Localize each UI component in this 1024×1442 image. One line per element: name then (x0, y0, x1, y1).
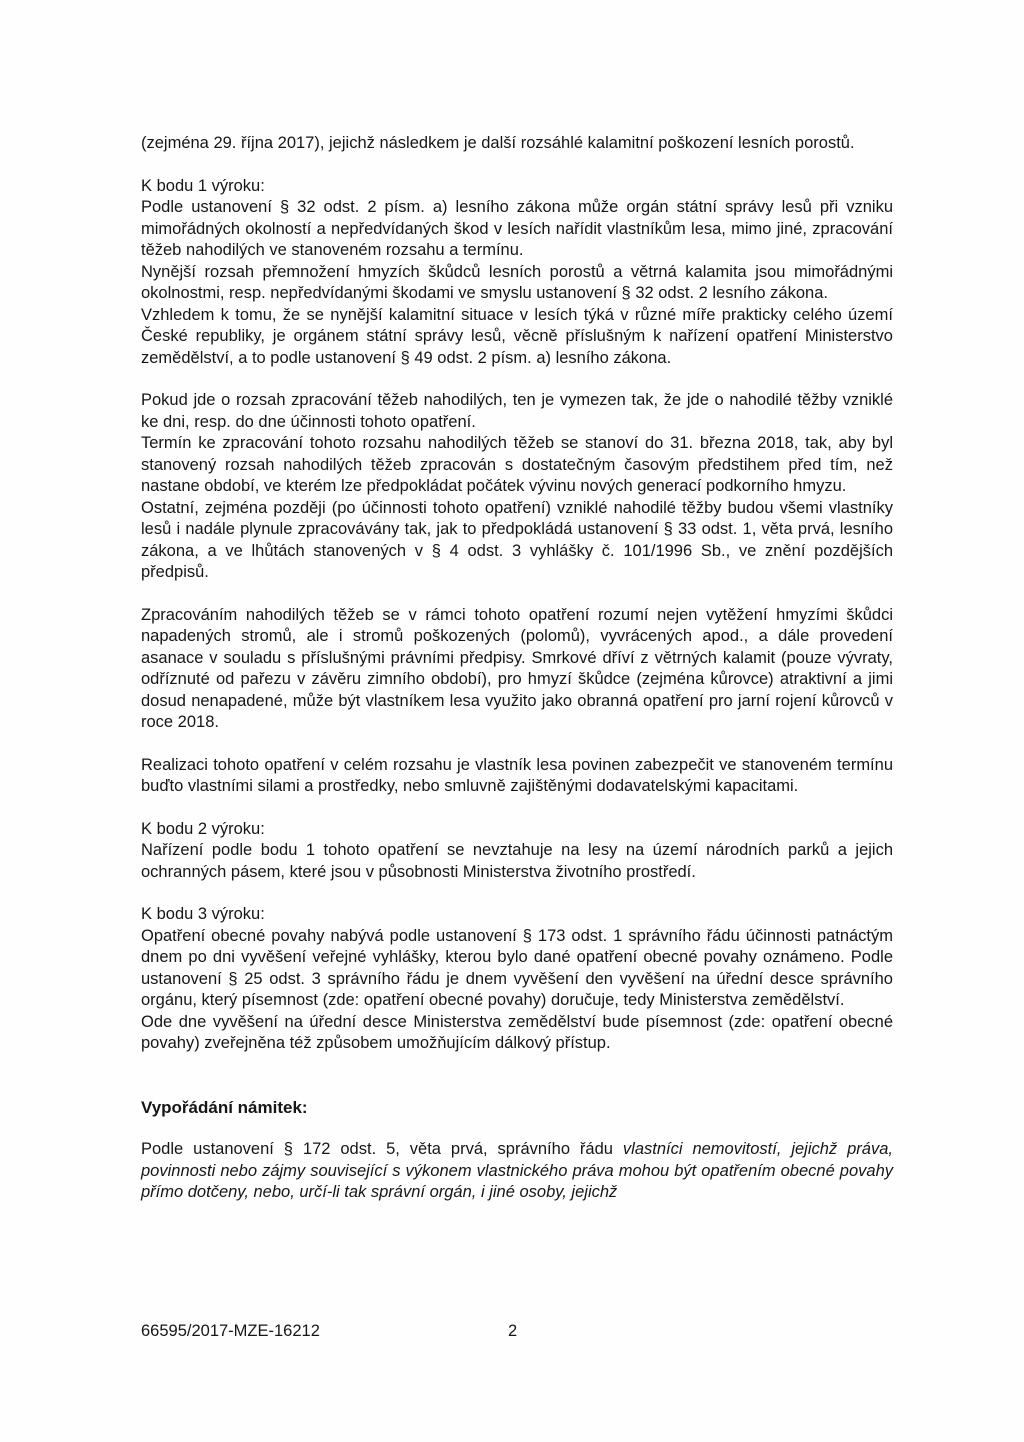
spacer (141, 734, 893, 755)
scope-paragraph-3: Ostatní, zejména později (po účinnosti tohoto opatření) vzniklé nahodilé těžby budou všemi vlastníky lesů i nadále plynule zpracovávány tak, jak to předpokládá ustanovení § 33 odst. 1, věta prvá, lesního zákona, a ve lhůtách stanovených v § 4 odst. 3 vyhlášky č. 101/1996 Sb., ve znění pozdějších předpisů. (141, 498, 893, 581)
objections-quote: vlastníci nemovitostí, jejichž práva, povinnosti nebo zájmy související s výkonem vlastnického práva mohou být opatřením obecné povahy přímo dotčeny, nebo, určí-li tak správní orgán, i jiné osoby, jejichž (141, 1140, 893, 1201)
point1-heading: K bodu 1 výroku: (141, 176, 265, 195)
realization-paragraph: Realizaci tohoto opatření v celém rozsahu je vlastník lesa povinen zabezpečit ve stanoveném termínu buďto vlastními silami a prostředky, nebo smluvně zajištěnými dodavatelskými kapacitami. (141, 755, 893, 795)
scope-paragraph-2: Termín ke zpracování tohoto rozsahu nahodilých těžeb se stanoví do 31. března 2018, tak, aby byl stanovený rozsah nahodilých těžeb zpracován s dostatečným časovým předstihem před tím, než nastane období, ve kterém lze předpokládat počátek vývinu nových generací podkorního hmyzu. (141, 434, 893, 495)
point3-paragraph-1: Opatření obecné povahy nabývá podle ustanovení § 173 odst. 1 správního řádu účinnosti patnáctým dnem po dni vyvěšení veřejné vyhlášky, kterou bylo dané opatření obecné povahy oznámeno. Podle ustanovení § 25 odst. 3 správního řádu je dnem vyvěšení den vyvěšení na úřední desce správního orgánu, který písemnost (zde: opatření obecné povahy) doručuje, tedy Ministerstva zemědělství. (141, 926, 893, 1009)
spacer (141, 369, 893, 390)
page-number: 2 (508, 1322, 518, 1340)
intro-paragraph: (zejména 29. října 2017), jejichž následkem je další rozsáhlé kalamitní poškození lesních porostů. (141, 134, 855, 152)
processing-paragraph: Zpracováním nahodilých těžeb se v rámci tohoto opatření rozumí nejen vytěžení hmyzími škůdci napadených stromů, ale i stromů poškozených (polomů), vyvrácených apod., a dále provedení asanace v souladu s příslušnými právními předpisy. Smrkové dříví z větrných kalamit (pouze vývraty, odříznuté od pařezu v závěru zimního období), pro hmyzí škůdce (zejména kůrovce) atraktivní a jimi dosud nenapadené, může být vlastníkem lesa využito jako obranná opatření pro jarní rojení kůrovců v roce 2018. (141, 605, 893, 731)
spacer (141, 155, 893, 176)
point2-heading: K bodu 2 výroku: (141, 819, 265, 838)
point3-heading: K bodu 3 výroku: (141, 905, 265, 923)
objections-paragraph (141, 1139, 893, 1204)
spacer (141, 883, 893, 904)
objections-lead: Podle ustanovení § 172 odst. 5, věta prvá, správního řádu (141, 1140, 623, 1158)
point2-paragraph: Nařízení podle bodu 1 tohoto opatření se nevztahuje na lesy na území národních parků a jejich ochranných pásem, které jsou v působnosti Ministerstva životního prostředí. (141, 841, 893, 881)
spacer (141, 584, 893, 605)
point1-paragraph-1: Podle ustanovení § 32 odst. 2 písm. a) lesního zákona může orgán státní správy lesů při vzniku mimořádných okolností a nepředvídaných škod v lesích nařídit vlastníkům lesa, mimo jiné, zpracování těžeb nahodilých ve stanoveném rozsahu a termínu. (141, 198, 893, 259)
spacer (141, 798, 893, 819)
objections-heading: Vypořádání námitek: (141, 1097, 308, 1117)
point1-paragraph-3: Vzhledem k tomu, že se nynější kalamitní situace v lesích týká v různé míře prakticky celého území České republiky, je orgánem státní správy lesů, věcně příslušným k nařízení opatření Ministerstvo zemědělství, a to podle ustanovení § 49 odst. 2 písm. a) lesního zákona. (141, 305, 893, 367)
point1-paragraph-2: Nynější rozsah přemnožení hmyzích škůdců lesních porostů a větrná kalamita jsou mimořádnými okolnostmi, resp. nepředvídanými škodami ve smyslu ustanovení § 32 odst. 2 lesního zákona. (141, 262, 893, 302)
scope-paragraph-1: Pokud jde o rozsah zpracování těžeb nahodilých, ten je vymezen tak, že jde o nahodilé těžby vzniklé ke dni, resp. do dne účinnosti tohoto opatření. (141, 391, 893, 431)
point3-paragraph-2: Ode dne vyvěšení na úřední desce Ministerstva zemědělství bude písemnost (zde: opatření obecné povahy) zveřejněna též způsobem umožňujícím dálkový přístup. (141, 1012, 893, 1052)
document-reference: 66595/2017-MZE-16212 (141, 1322, 320, 1340)
spacer (141, 1118, 893, 1139)
spacer (141, 1055, 893, 1097)
document-body (141, 133, 893, 1204)
